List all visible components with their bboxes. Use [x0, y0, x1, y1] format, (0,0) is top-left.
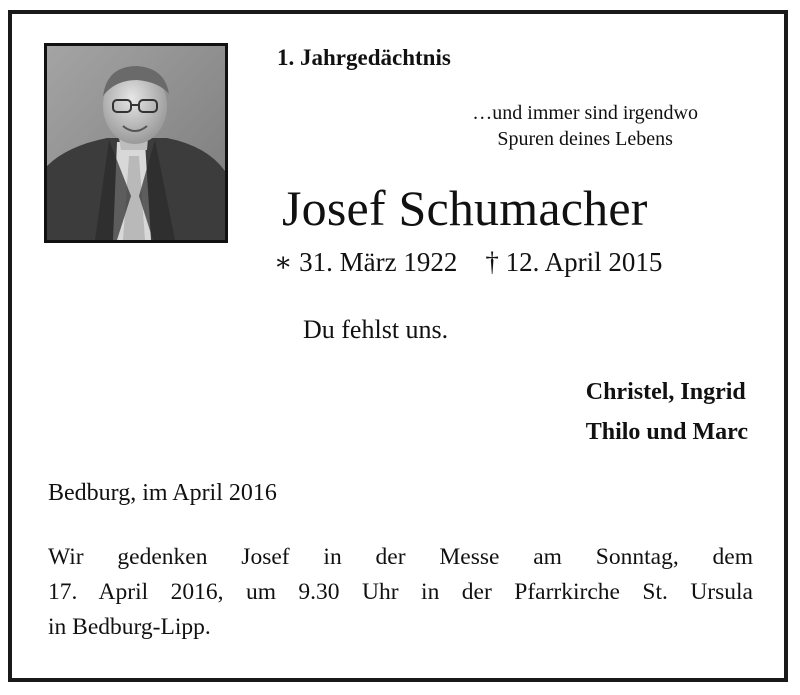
motto-line-2: Spuren deines Lebens: [497, 128, 673, 150]
birth-date: ∗ 31. März 1922: [274, 247, 458, 277]
life-dates: [274, 245, 662, 279]
portrait-photo: [44, 43, 228, 243]
portrait-illustration: [47, 46, 225, 240]
deceased-name: Josef Schumacher: [282, 180, 648, 236]
mass-line-2: 17. April 2016, um 9.30 Uhr in der Pfarrkirche St. Ursula: [48, 579, 753, 605]
mass-announcement: [48, 540, 753, 645]
family-line-2: Thilo und Marc: [585, 419, 748, 445]
family-signature: [586, 372, 748, 452]
family-line-1: Christel, Ingrid: [585, 379, 746, 405]
mass-line-3: in Bedburg-Lipp.: [48, 614, 211, 640]
mass-line-1: Wir gedenken Josef in der Messe am Sonntag, dem: [48, 544, 753, 570]
place-date: Bedburg, im April 2016: [48, 480, 277, 506]
death-date: † 12. April 2015: [485, 247, 663, 277]
motto: [472, 100, 698, 152]
missing-text: Du fehlst uns.: [303, 315, 449, 344]
motto-line-1: …und immer sind irgendwo: [472, 102, 698, 124]
anniversary-heading: 1. Jahrgedächtnis: [277, 45, 451, 70]
